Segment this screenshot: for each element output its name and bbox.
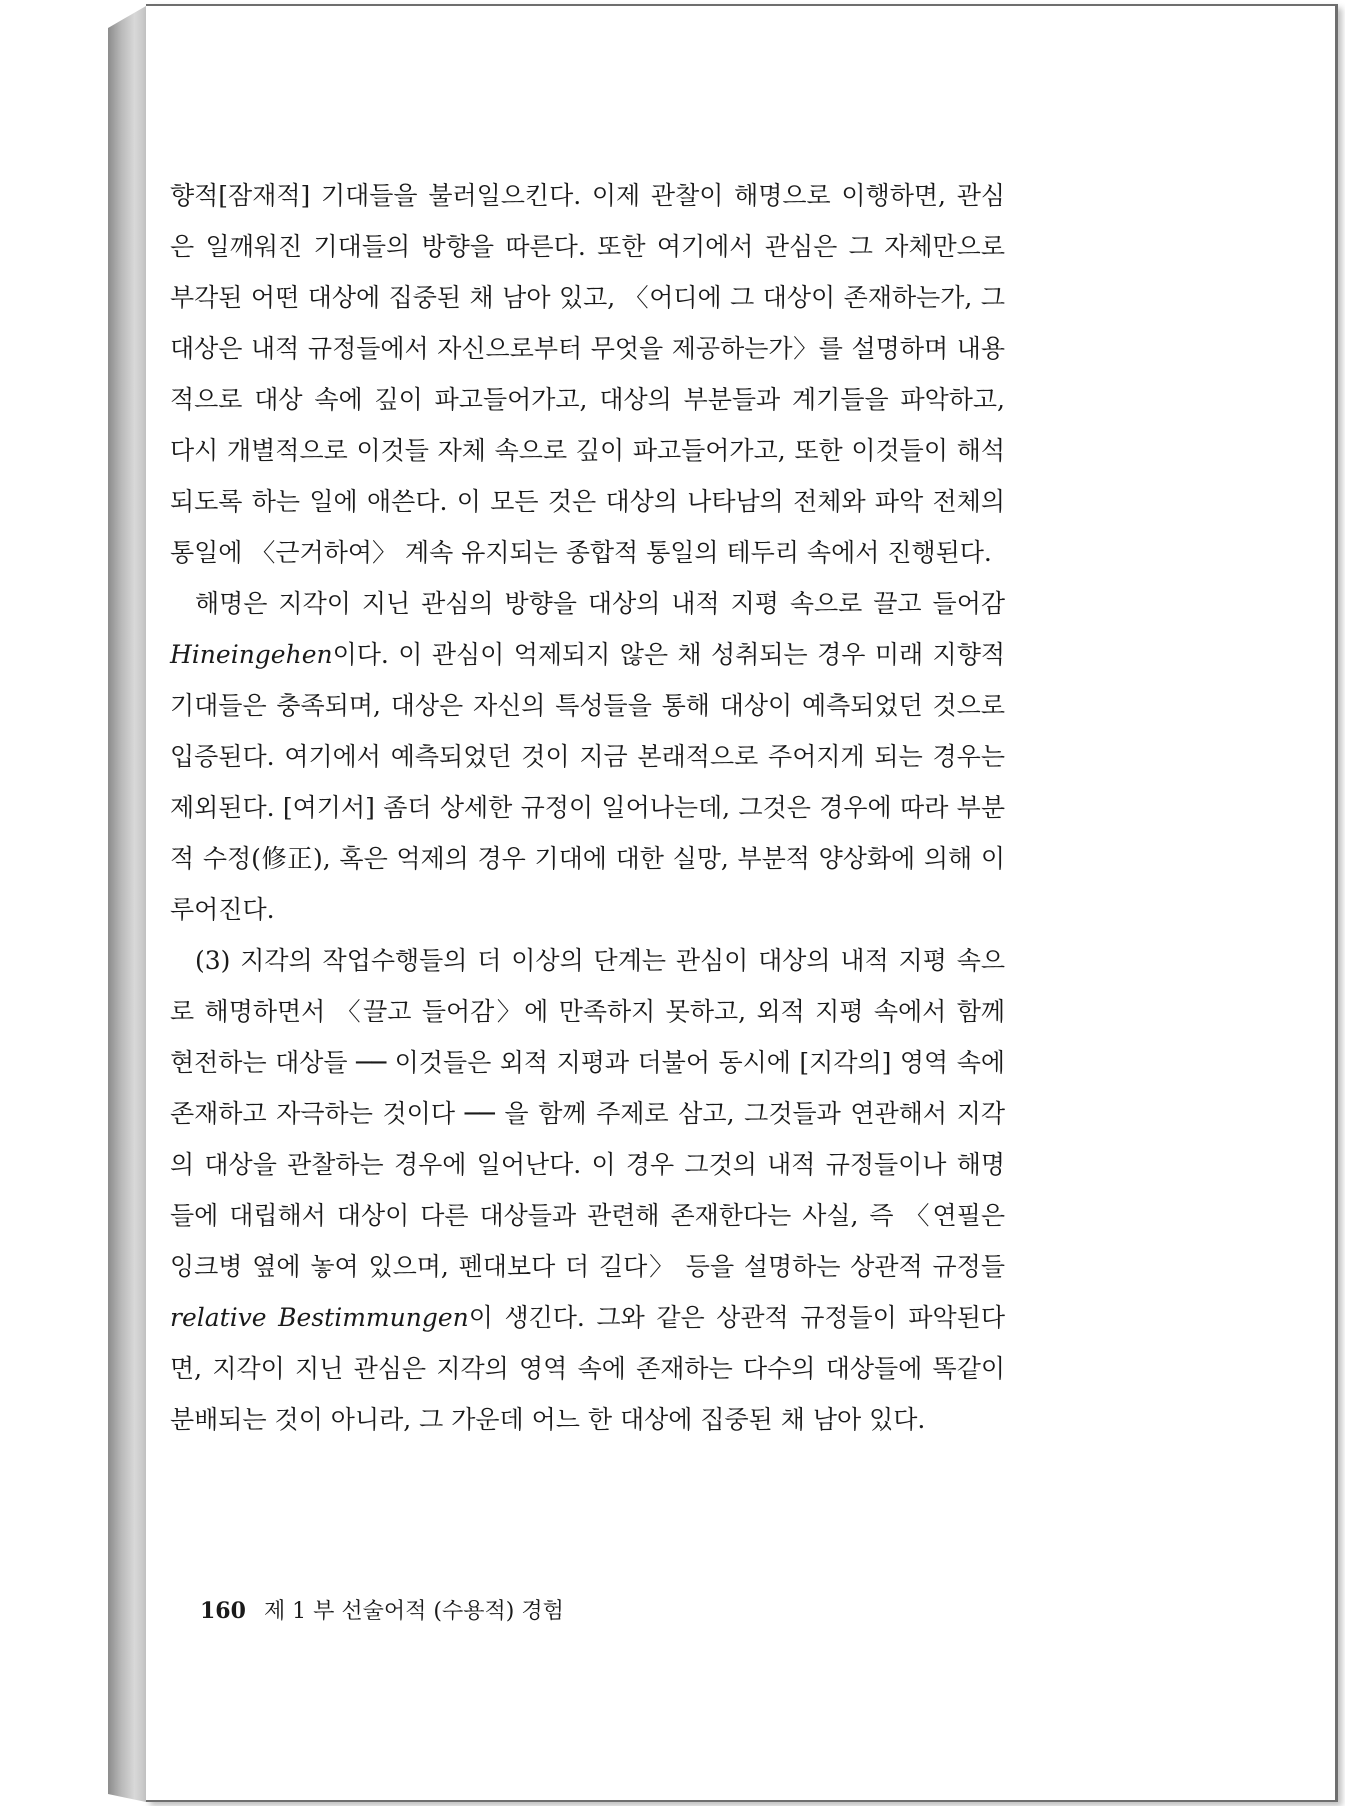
paragraph-3-foreign-term: relative Bestimmungen [170,1303,469,1332]
paragraph-2-text-b: 이다. 이 관심이 억제되지 않은 채 성취되는 경우 미래 지향적 기대들은 충족되며, 대상은 자신의 특성들을 통해 대상이 예측되었던 것으로 입증된다. 여기에서 예측되었던 것이 지금 본래적으로 주어지게 되는 경우는 제외된다. [여기서] 좀더 상세한 규정이 일어나는데, 그것은 경우에 따라 부분적 수정(修正), 혹은 억제의 경우 기대에 대한 실망, 부분적 양상화에 의해 이루어진다. [170,640,1005,924]
paragraph-3 [170,935,1005,1445]
paragraph-3-text-a: (3) 지각의 작업수행들의 더 이상의 단계는 관심이 대상의 내적 지평 속으로 해명하면서 〈끌고 들어감〉에 만족하지 못하고, 외적 지평 속에서 함께 현전하는 대상들 ── 이것들은 외적 지평과 더불어 동시에 [지각의] 영역 속에 존재하고 자극하는 것이다 ── 을 함께 주제로 삼고, 그것들과 연관해서 지각의 대상을 관찰하는 경우에 일어난다. 이 경우 그것의 내적 규정들이나 해명들에 대립해서 대상이 다른 대상들과 관련해 존재한다는 사실, 즉 〈연필은 잉크병 옆에 놓여 있으며, 펜대보다 더 길다〉 등을 설명하는 상관적 규정들 [170,946,1005,1281]
paragraph-2-text-a: 해명은 지각이 지닌 관심의 방향을 대상의 내적 지평 속으로 끌고 들어감 [195,589,1005,618]
page-number: 160 [200,1598,246,1624]
paragraph-2-foreign-term: Hineingehen [170,640,333,669]
running-head: 제 1 부 선술어적 (수용적) 경험 [263,1599,564,1624]
book-spine [108,6,146,1802]
paragraph-2 [170,578,1005,935]
paragraph-3-text-b: 이 생긴다. 그와 같은 상관적 규정들이 파악된다면, 지각이 지닌 관심은 지각의 영역 속에 존재하는 다수의 대상들에 똑같이 분배되는 것이 아니라, 그 가운데 어느 한 대상에 집중된 채 남아 있다. [170,1303,1006,1434]
body-text [170,170,1005,1445]
page-footer [200,1594,564,1625]
paragraph-1 [170,170,1005,578]
paragraph-1-text: 향적[잠재적] 기대들을 불러일으킨다. 이제 관찰이 해명으로 이행하면, 관심은 일깨워진 기대들의 방향을 따른다. 또한 여기에서 관심은 그 자체만으로 부각된 어떤 대상에 집중된 채 남아 있고, 〈어디에 그 대상이 존재하는가, 그 대상은 내적 규정들에서 자신으로부터 무엇을 제공하는가〉를 설명하며 내용적으로 대상 속에 깊이 파고들어가고, 대상의 부분들과 계기들을 파악하고, 다시 개별적으로 이것들 자체 속으로 깊이 파고들어가고, 또한 이것들이 해석되도록 하는 일에 애쓴다. 이 모든 것은 대상의 나타남의 전체와 파악 전체의 통일에 〈근거하여〉 계속 유지되는 종합적 통일의 테두리 속에서 진행된다. [170,181,1005,567]
